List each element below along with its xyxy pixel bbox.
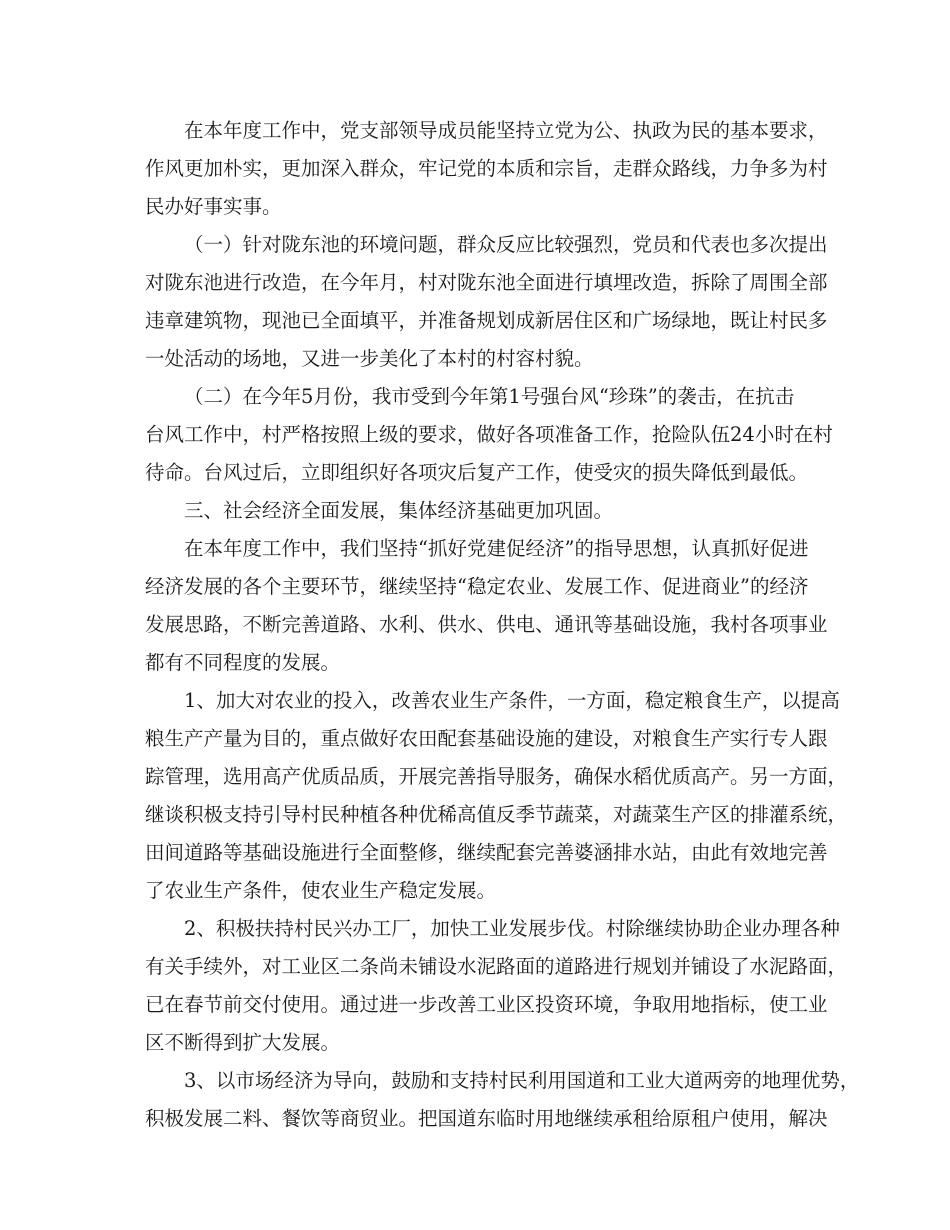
text-line: 积极发展二料、餐饮等商贸业。把国道东临时用地继续承租给原租户使用，解决 xyxy=(145,1107,828,1130)
text-line: 在本年度工作中，我们坚持“抓好党建促经济”的指导思想，认真抓好促进 xyxy=(184,537,809,560)
text-line: 1、加大对农业的投入，改善农业生产条件，一方面，稳定粮食生产，以提高 xyxy=(184,689,840,712)
text-line: 了农业生产条件，使农业生产稳定发展。 xyxy=(145,879,497,902)
text-line: 民办好事实事。 xyxy=(145,195,282,218)
text-line: 对陇东池进行改造，在今年月，村对陇东池全面进行填埋改造，拆除了周围全部 xyxy=(145,271,828,294)
text-line: 台风工作中，村严格按照上级的要求，做好各项准备工作，抢险队伍24小时在村 xyxy=(145,423,833,446)
text-line: 田间道路等基础设施进行全面整修，继续配套完善婆涵排水站，由此有效地完善 xyxy=(145,841,828,864)
text-line: 踪管理，选用高产优质品质，开展完善指导服务，确保水稻优质高产。另一方面， xyxy=(145,765,848,788)
text-line: 经济发展的各个主要环节，继续坚持“稳定农业、发展工作、促进商业”的经济 xyxy=(145,575,809,598)
text-line: 继谈积极支持引导村民种植各种优稀高值反季节蔬菜，对蔬菜生产区的排灌系统， xyxy=(145,803,848,826)
text-line: 在本年度工作中，党支部领导成员能坚持立党为公、执政为民的基本要求， xyxy=(184,119,828,142)
text-line: （一）针对陇东池的环境问题，群众反应比较强烈，党员和代表也多次提出 xyxy=(184,233,828,256)
text-line: 已在春节前交付使用。通过进一步改善工业区投资环境，争取用地指标，使工业 xyxy=(145,993,828,1016)
text-line: 粮生产产量为目的，重点做好农田配套基础设施的建设，对粮食生产实行专人跟 xyxy=(145,727,828,750)
text-line: 有关手续外，对工业区二条尚未铺设水泥路面的道路进行规划并铺设了水泥路面， xyxy=(145,955,848,978)
text-line: 都有不同程度的发展。 xyxy=(145,651,341,674)
text-line: 一处活动的场地，又进一步美化了本村的村容村貌。 xyxy=(145,347,594,370)
text-line: 违章建筑物，现池已全面填平，并准备规划成新居住区和广场绿地，既让村民多 xyxy=(145,309,828,332)
text-line: 待命。台风过后，立即组织好各项灾后复产工作，使受灾的损失降低到最低。 xyxy=(145,461,809,484)
text-line: 发展思路，不断完善道路、水利、供水、供电、通讯等基础设施，我村各项事业 xyxy=(145,613,828,636)
text-line: 3、以市场经济为导向，鼓励和支持村民利用国道和工业大道两旁的地理优势， xyxy=(184,1069,860,1092)
text-line: 区不断得到扩大发展。 xyxy=(145,1031,341,1054)
text-line: 作风更加朴实，更加深入群众，牢记党的本质和宗旨，走群众路线，力争多为村 xyxy=(145,157,828,180)
text-line: （二）在今年5月份，我市受到今年第1号强台风“珍珠”的袭击，在抗击 xyxy=(184,385,795,408)
section-heading: 三、社会经济全面发展，集体经济基础更加巩固。 xyxy=(184,499,614,522)
text-line: 2、积极扶持村民兴办工厂，加快工业发展步伐。村除继续协助企业办理各种 xyxy=(184,917,840,940)
